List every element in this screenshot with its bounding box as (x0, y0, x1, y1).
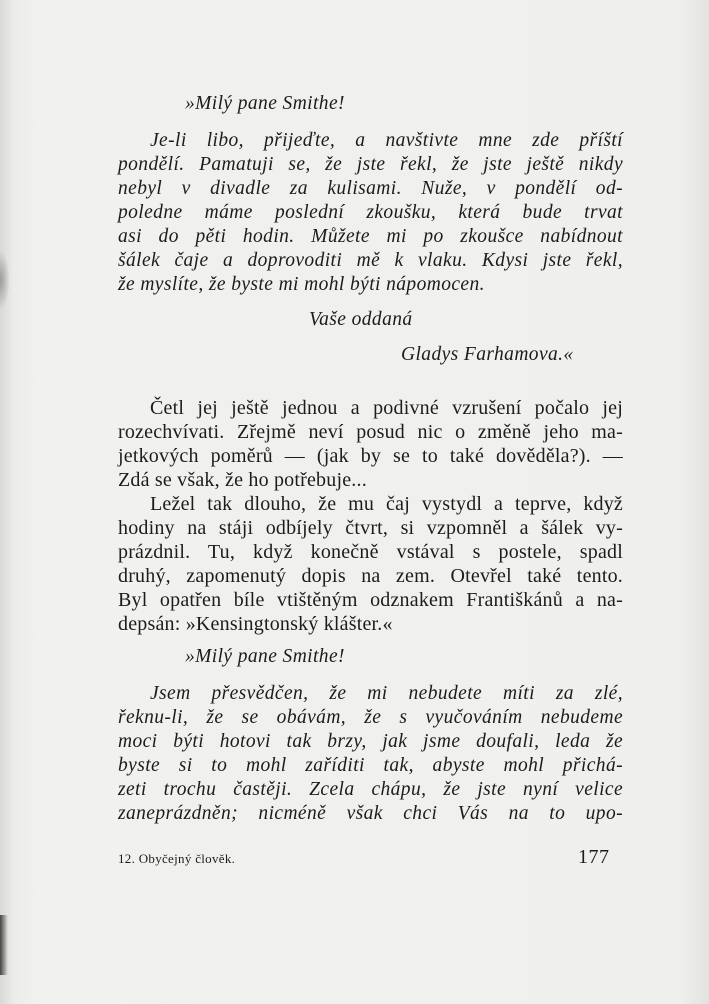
signature-mark: 12. Obyčejný člověk. (118, 851, 236, 866)
letter2-line: zaneprázdněn; nicméně však chci Vás na to upo- (118, 803, 623, 824)
narrative-line: Zdá se však, že ho potřebuje... (118, 469, 367, 491)
letter1-line: nebyl v divadle za kulisami. Nuže, v pondělí od- (118, 178, 623, 199)
narrative-line: Četl jej ještě jednou a podivné vzrušení počalo jej (150, 397, 623, 419)
letter1-line: poledne máme poslední zkoušku, která bude trvat (118, 202, 623, 223)
letter2-line: Jsem přesvědčen, že mi nebudete míti za zlé, (150, 683, 623, 704)
letter1-salutation: »Milý pane Smithe! (185, 93, 345, 114)
letter1-line: že myslíte, že byste mi mohl býti nápomocen. (118, 274, 485, 295)
letter2-salutation: »Milý pane Smithe! (185, 646, 345, 667)
page-edge-shadow-lower (0, 915, 8, 975)
page-number: 177 (578, 846, 610, 868)
narrative-line: prázdnil. Tu, když konečně vstával s postele, spadl (118, 541, 623, 563)
narrative-line: hodiny na stáji odbíjely čtvrt, si vzpomněl a šálek vy- (118, 517, 623, 539)
page-edge-shadow (0, 250, 10, 310)
narrative-line: jetkových poměrů — (jak by se to také dověděla?). — (118, 445, 623, 467)
letter2-line: byste si to mohl zaříditi tak, abyste mohl přichá- (118, 755, 623, 776)
narrative-line: Ležel tak dlouho, že mu čaj vystydl a teprve, když (150, 493, 623, 515)
narrative-line: depsán: »Kensingtonský klášter.« (118, 613, 393, 635)
narrative-line: druhý, zapomenutý dopis na zem. Otevřel také tento. (118, 565, 623, 587)
letter2-line: řeknu-li, že se obávám, že s vyučováním nebudeme (118, 707, 623, 728)
letter2-line: zeti trochu častěji. Zcela chápu, že jste nyní velice (118, 779, 623, 800)
letter1-line: Je-li libo, přijeďte, a navštivte mne zde příští (150, 130, 623, 151)
narrative-line: Byl opatřen bíle vtištěným odznakem Františkánů a na- (118, 589, 623, 611)
letter1-line: šálek čaje a doprovoditi mě k vlaku. Kdysi jste řekl, (118, 250, 623, 271)
letter1-signature: Gladys Farhamova.« (401, 344, 574, 365)
letter1-line: asi do pěti hodin. Můžete mi po zkoušce nabídnout (118, 226, 623, 247)
letter1-line: pondělí. Pamatuji se, že jste řekl, že jste ještě nikdy (118, 154, 623, 175)
narrative-line: rozechvívati. Zřejmě neví posud nic o změně jeho ma- (118, 421, 623, 443)
letter1-closing: Vaše oddaná (309, 309, 413, 330)
letter2-line: moci býti hotovi tak brzy, jak jsme doufali, leda že (118, 731, 623, 752)
